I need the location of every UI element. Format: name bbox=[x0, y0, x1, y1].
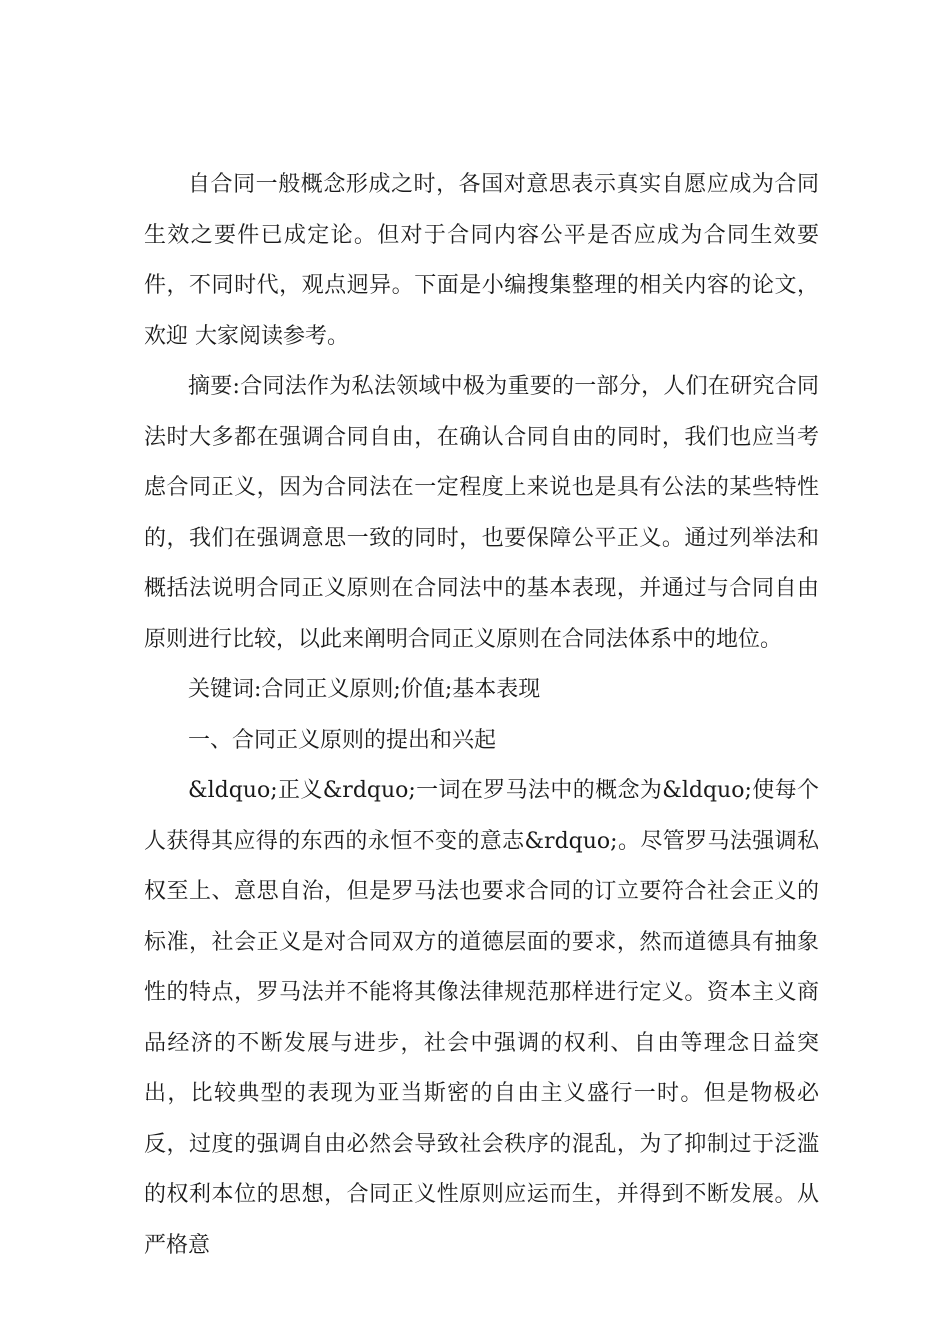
body-paragraph: &ldquo;正义&rdquo;一词在罗马法中的概念为&ldquo;使每个人获得其应得的东西的永恒不变的意志&rdquo;。尽管罗马法强调私权至上、意思自治，但是罗马法也要求合同的订立要符合社会正义的标准，社会正义是对合同双方的道德层面的要求，然而道德具有抽象性的特点，罗马法并不能将其像法律规范那样进行定义。资本主义商品经济的不断发展与进步，社会中强调的权利、自由等理念日益突出，比较典型的表现为亚当斯密的自由主义盛行一时。但是物极必反，过度的强调自由必然会导致社会秩序的混乱，为了抑制过于泛滥的权利本位的思想，合同正义性原则应运而生，并得到不断发展。从严格意 bbox=[144, 778, 819, 1258]
keywords-paragraph: 关键词:合同正义原则;价值;基本表现 bbox=[188, 677, 541, 702]
intro-paragraph: 自合同一般概念形成之时，各国对意思表示真实自愿应成为合同生效之要件已成定论。但对于合同内容公平是否应成为合同生效要件，不同时代，观点迥异。下面是小编搜集整理的相关内容的论文，欢迎 大家阅读参考。 bbox=[144, 172, 819, 349]
section-heading: 一、合同正义原则的提出和兴起 bbox=[188, 727, 497, 753]
document-body bbox=[144, 160, 819, 1271]
abstract-paragraph: 摘要:合同法作为私法领域中极为重要的一部分，人们在研究合同法时大多都在强调合同自由，在确认合同自由的同时，我们也应当考虑合同正义，因为合同法在一定程度上来说也是具有公法的某些特性的，我们在强调意思一致的同时，也要保障公平正义。通过列举法和概括法说明合同正义原则在合同法中的基本表现，并通过与合同自由原则进行比较，以此来阐明合同正义原则在合同法体系中的地位。 bbox=[144, 374, 819, 652]
